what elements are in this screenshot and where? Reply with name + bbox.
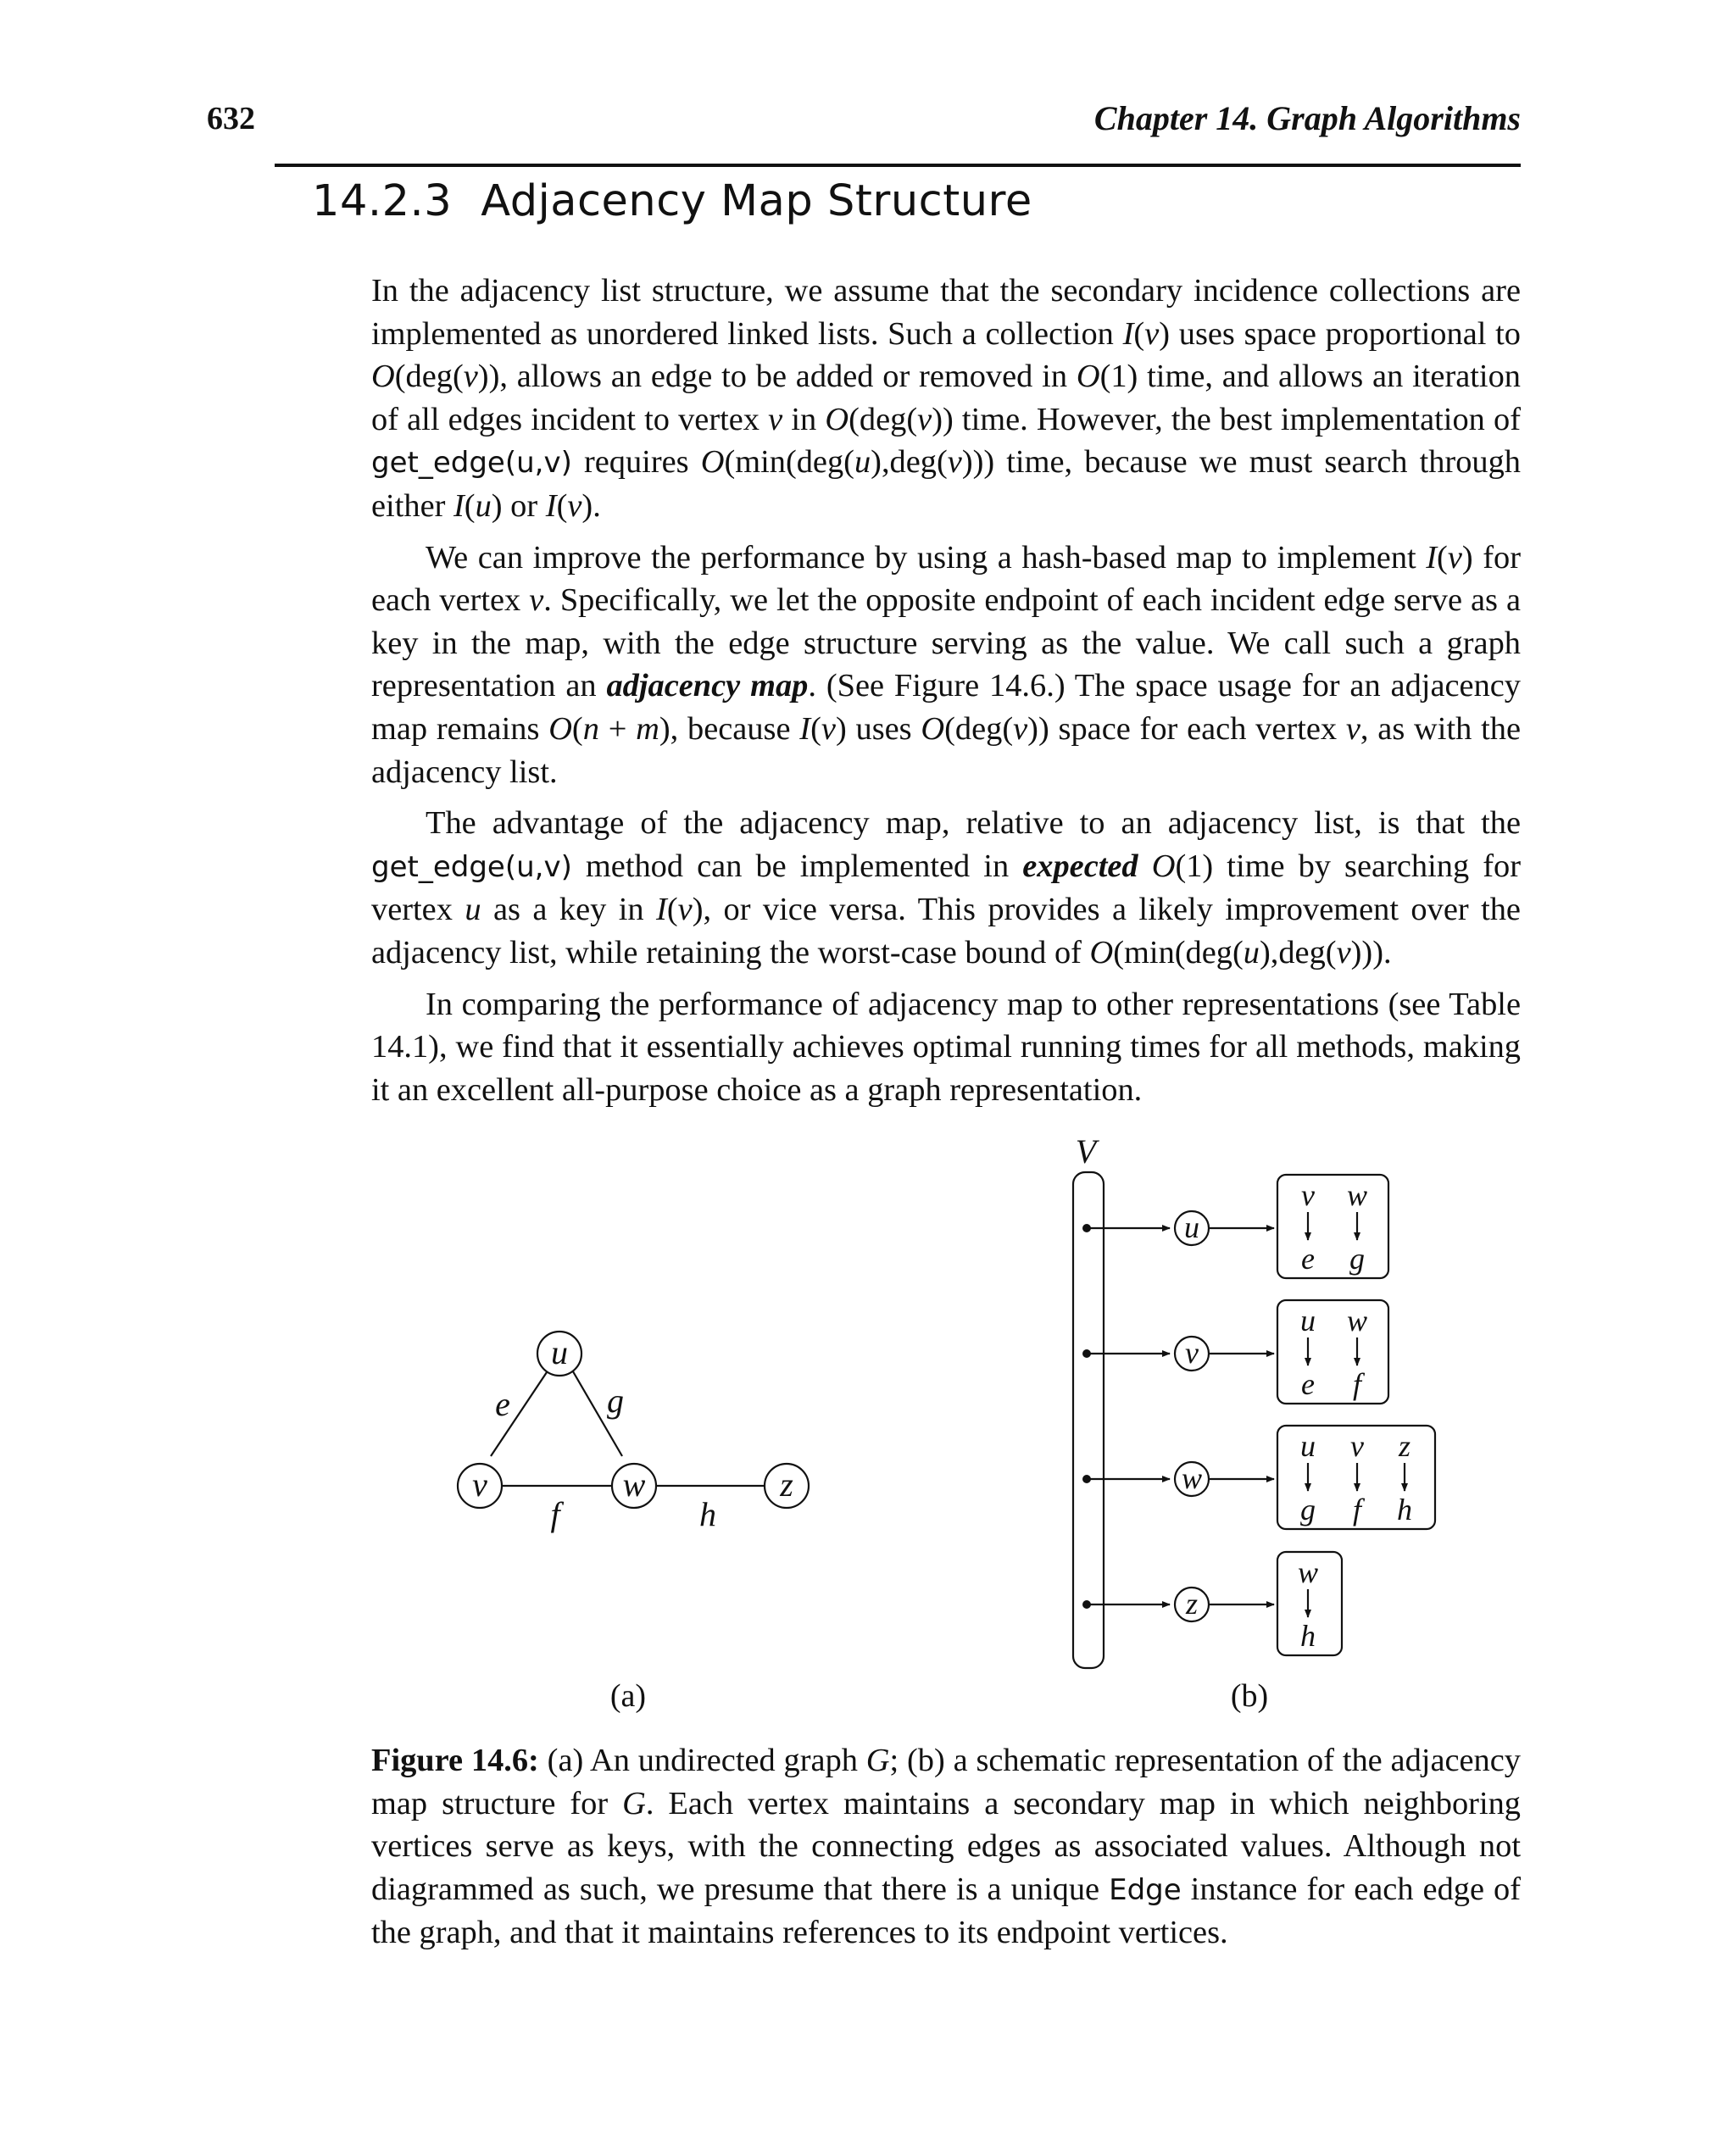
map-value: f [1352,1367,1362,1401]
edge-g-label: g [607,1382,624,1420]
map-key: v [1301,1178,1315,1212]
section-title-text: Adjacency Map Structure [481,176,1032,226]
term-adjacency-map: adjacency map [606,668,809,704]
section-number: 14.2.3 [312,176,453,226]
row-v [1082,1300,1388,1404]
map-value: e [1301,1242,1315,1276]
row-w-vertex-label: w [1181,1461,1203,1495]
row-z-vertex-label: z [1185,1587,1199,1621]
vertex-array [1073,1172,1104,1668]
edge-f-label: f [550,1495,560,1533]
row-w [1082,1426,1435,1529]
map-value: g [1349,1242,1365,1276]
graph-a [458,1332,809,1714]
code-get-edge: get_edge(u,v) [371,849,572,884]
map-value: f [1352,1493,1362,1527]
vertex-v-label: v [472,1465,487,1504]
paragraph-1: In the adjacency list structure, we assume that the secondary incidence collections are implemented as unordered linked lists. Such a collection I(v) uses space proportional to O(deg(v)), allows an edge to be added or removed in O(1) time, and allows an iteration of all edges incident to vertex v in O(deg(v)) time. However, the best implementation of get_edge(u,v) requires O(min(deg(u),deg(v))) time, because we must search through either I(u) or I(v). [371,273,1521,524]
running-head: Chapter 14. Graph Algorithms [1093,99,1521,137]
edge-h-label: h [699,1495,716,1533]
vertex-u-label: u [551,1333,568,1371]
map-value: h [1300,1619,1316,1653]
map-key: z [1398,1429,1411,1463]
row-v-vertex-label: v [1185,1336,1199,1370]
subfigure-b-label: (b) [1230,1678,1269,1714]
section-title [312,176,1032,226]
figure-caption: Figure 14.6: (a) An undirected graph G; (b) a schematic representation of the adjacency map structure for G. Each vertex maintains a secondary map in which neighboring vertices serve as keys, with the connecting edges as associated values. Although not diagrammed as such, we presume that there is a unique Edge instance for each edge of the graph, and that it maintains references to its endpoint vertices. [371,1743,1521,1951]
vertex-w-label: w [622,1465,646,1504]
header-rule [275,164,1521,167]
figure-14-6 [0,1127,1736,1738]
subfigure-a-label: (a) [609,1678,647,1714]
map-box [1277,1300,1388,1404]
map-value: g [1300,1493,1316,1527]
structure-b [1073,1132,1435,1714]
map-box [1277,1175,1388,1278]
code-edge-class: Edge [1109,1872,1182,1907]
map-value: e [1301,1367,1315,1401]
row-u-vertex-label: u [1184,1210,1199,1244]
map-key: w [1346,1178,1368,1212]
caption-label: Figure 14.6: [371,1743,539,1778]
paragraph-3: The advantage of the adjacency map, relative to an adjacency list, is that the get_edge(u,v) method can be implemented in expected O(1) time by searching for vertex u as a key in I(v), or vice versa. This provides a likely improvement over the adjacency list, while retaining the worst-case bound of O(min(deg(u),deg(v))). [371,805,1521,970]
map-key: u [1300,1429,1316,1463]
page-number: 632 [207,101,255,136]
row-u [1082,1175,1388,1278]
edge-e-label: e [495,1385,510,1423]
paragraph-4: In comparing the performance of adjacency map to other representations (see Table 14.1), we find that it essentially achieves optimal running times for all methods, making it an excellent all-purpose choice as a graph representation. [371,986,1521,1108]
map-value: h [1397,1493,1412,1527]
map-key: w [1346,1304,1368,1337]
paragraph-2: We can improve the performance by using a hash-based map to implement I(v) for each vertex v. Specifically, we let the opposite endpoint of each incident edge serve as a key in the map, with the edge structure serving as the value. We call such a graph representation an adjacency map. (See Figure 14.6.) The space usage for an adjacency map remains O(n + m), because I(v) uses O(deg(v)) space for each vertex v, as with the adjacency list. [371,539,1521,790]
array-label-V: V [1075,1132,1097,1171]
vertex-z-label: z [780,1465,793,1504]
body-text [371,270,1521,1120]
code-get-edge: get_edge(u,v) [371,446,572,481]
term-expected: expected [1022,848,1138,884]
map-key: u [1300,1304,1316,1337]
map-key: v [1350,1429,1364,1463]
map-key: w [1297,1555,1319,1589]
